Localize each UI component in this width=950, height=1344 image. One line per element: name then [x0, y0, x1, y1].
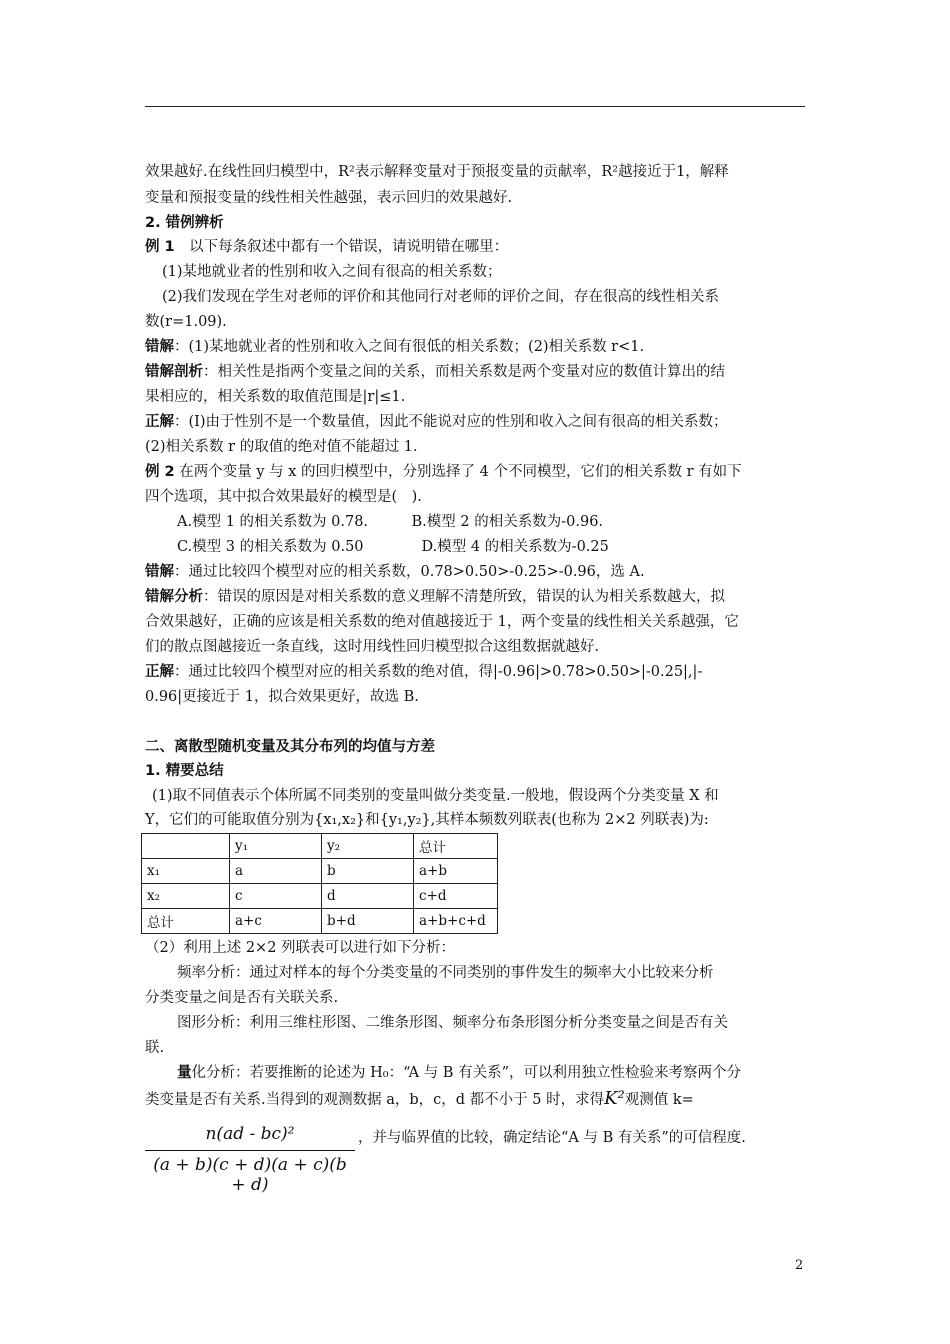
- example-text: 以下每条叙述中都有一个错误，请说明错在哪里：: [174, 239, 509, 255]
- body: ：(1)某地就业者的性别和收入之间有很低的相关系数；(2)相关系数 r<1.: [174, 339, 645, 355]
- text-line: 果相应的，相关系数的取值范围是|r|≤1.: [145, 389, 406, 405]
- label: 错解: [145, 564, 174, 580]
- text-line: (2)相关系数 r 的取值的绝对值不能超过 1.: [145, 439, 418, 455]
- table-cell: a+c: [230, 909, 322, 934]
- text-line: (1)某地就业者的性别和收入之间有很高的相关系数；: [162, 264, 502, 280]
- example-label: 例 1: [145, 239, 175, 255]
- table-cell: x₁: [142, 859, 230, 884]
- example-1-prompt: [145, 237, 508, 257]
- body: 化分析：若要推断的论述为 H₀：“A 与 B 有关系”，可以利用独立性检验来考察两个分: [191, 1065, 741, 1081]
- analysis-1: [145, 362, 725, 382]
- table-cell: 总计: [142, 909, 230, 934]
- correct-answer-1: [145, 412, 728, 432]
- contingency-table: [141, 833, 498, 934]
- text-line: ，并与临界值的比较，确定结论“A 与 B 有关系”的可信程度.: [358, 1130, 746, 1146]
- formula-denominator: (a + b)(c + d)(a + c)(b + d): [153, 1155, 347, 1195]
- text-line: 们的散点图越接近一条直线，这时用线性回归模型拟合这组数据就越好.: [145, 639, 600, 655]
- table-row: [142, 909, 498, 934]
- text-line: 联.: [145, 1040, 165, 1056]
- body: ：通过比较四个模型对应的相关系数，0.78>0.50>-0.25>-0.96，选 A.: [174, 564, 645, 580]
- body: ：(I)由于性别不是一个数量值，因此不能说对应的性别和收入之间有很高的相关系数；: [174, 414, 728, 430]
- table-cell: b: [322, 859, 414, 884]
- analysis-2: [145, 587, 725, 607]
- table-cell: c+d: [414, 884, 498, 909]
- section-heading: 2. 错例辨析: [145, 215, 224, 231]
- label: 正解: [145, 414, 174, 430]
- label: 错解分析: [145, 589, 203, 605]
- table-cell: a+b+c+d: [414, 909, 498, 934]
- example-2-prompt: [145, 462, 742, 482]
- table-cell: x₂: [142, 884, 230, 909]
- text-line: 0.96|更接近于 1，拟合效果更好，故选 B.: [145, 689, 419, 705]
- table-cell: a+b: [414, 859, 498, 884]
- table-cell: y₂: [322, 834, 414, 859]
- example-text: 在两个变量 y 与 x 的回归模型中，分别选择了 4 个不同模型，它们的相关系数 r 有如下: [174, 464, 742, 480]
- table-cell: c: [230, 884, 322, 909]
- options-row: A.模型 1 的相关系数为 0.78. B.模型 2 的相关系数为-0.96.: [177, 514, 604, 530]
- table-cell: y₁: [230, 834, 322, 859]
- text-line: 四个选项，其中拟合效果最好的模型是( ).: [145, 489, 422, 505]
- text-line: 频率分析：通过对样本的每个分类变量的不同类别的事件发生的频率大小比较来分析: [177, 965, 714, 981]
- wrong-answer-1: [145, 337, 644, 357]
- table-header-row: [142, 834, 498, 859]
- header-rule: [145, 106, 805, 107]
- label: 正解: [145, 664, 174, 680]
- text-line: Y，它们的可能取值分别为{x₁,x₂}和{y₁,y₂},其样本频数列联表(也称为 2×2 列联表)为:: [145, 812, 709, 828]
- text-line: 合效果越好，正确的应该是相关系数的绝对值越接近于 1，两个变量的线性相关关系越强，它: [145, 614, 739, 630]
- label: 错解: [145, 339, 174, 355]
- body: ：相关性是指两个变量之间的关系，而相关系数是两个变量对应的数值计算出的结: [203, 364, 725, 380]
- quantitative-analysis: [177, 1063, 741, 1083]
- table-cell: a: [230, 859, 322, 884]
- body: ：错误的原因是对相关系数的意义理解不清楚所致，错误的认为相关系数越大，拟: [203, 589, 725, 605]
- table-cell: [142, 834, 230, 859]
- text-line: 效果越好.在线性回归模型中，R²表示解释变量对于预报变量的贡献率，R²越接近于1，解释: [145, 164, 729, 180]
- label: 错解剖析: [145, 364, 203, 380]
- fraction-bar: [145, 1150, 355, 1151]
- table-row: [142, 884, 498, 909]
- table-cell: d: [322, 884, 414, 909]
- body: 观测值 k=: [624, 1092, 694, 1108]
- text-line: 图形分析：利用三维柱形图、二维条形图、频率分布条形图分析分类变量之间是否有关: [177, 1015, 728, 1031]
- correct-answer-2: [145, 662, 702, 682]
- table-cell: b+d: [322, 909, 414, 934]
- text-line: 数(r=1.09).: [145, 314, 227, 330]
- body: 类变量是否有关系.当得到的观测数据 a，b，c，d 都不小于 5 时，求得: [145, 1092, 605, 1108]
- text-line: 变量和预报变量的线性相关性越强，表示回归的效果越好.: [145, 190, 513, 206]
- section-title: 二、离散型随机变量及其分布列的均值与方差: [145, 739, 435, 755]
- options-row: C.模型 3 的相关系数为 0.50 D.模型 4 的相关系数为-0.25: [177, 539, 609, 555]
- text-line: 分类变量之间是否有关联关系.: [145, 990, 339, 1006]
- text-line: （2）利用上述 2×2 列联表可以进行如下分析：: [145, 940, 456, 956]
- wrong-answer-2: [145, 562, 645, 582]
- subsection-title: 1. 精要总结: [145, 763, 224, 779]
- text-line: [145, 1089, 694, 1110]
- text-line: (1)取不同值表示个体所属不同类别的变量叫做分类变量.一般地，假设两个分类变量 X 和: [152, 788, 719, 804]
- formula-numerator: n(ad - bc)²: [205, 1124, 295, 1144]
- table-row: [142, 859, 498, 884]
- body: ：通过比较四个模型对应的相关系数的绝对值，得|-0.96|>0.78>0.50>|-0.25|,|-: [174, 664, 703, 680]
- table-cell: 总计: [414, 834, 498, 859]
- k-squared-symbol: K²: [604, 1088, 625, 1109]
- text-line: (2)我们发现在学生对老师的评价和其他同行对老师的评价之间，存在很高的线性相关系: [162, 289, 720, 305]
- page-number: 2: [795, 1258, 804, 1273]
- bold-char: 量: [177, 1065, 192, 1081]
- example-label: 例 2: [145, 464, 175, 480]
- k-squared-formula: [145, 1124, 355, 1195]
